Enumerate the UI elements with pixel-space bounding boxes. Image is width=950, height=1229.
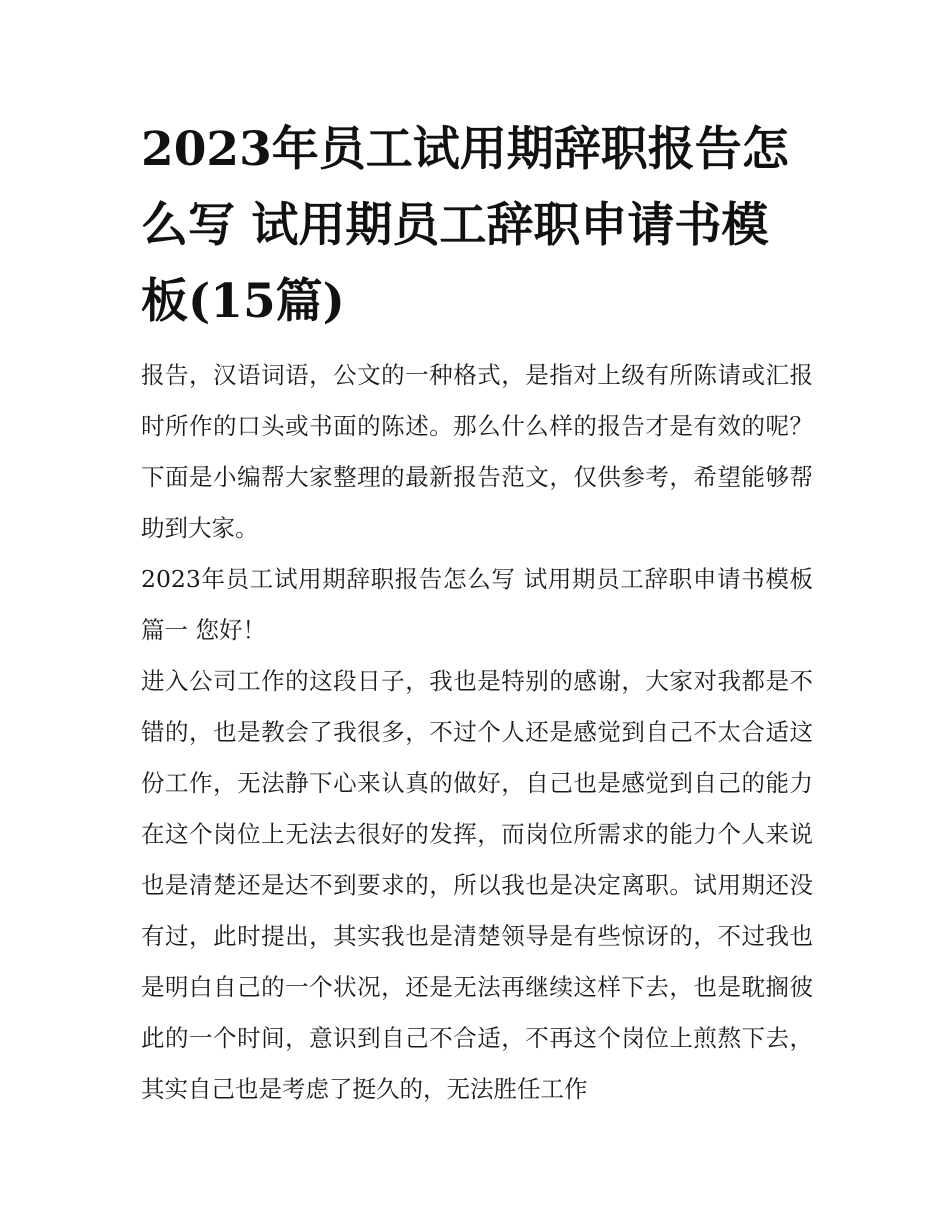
document-page (141, 112, 813, 1115)
section-heading: 2023年员工试用期辞职报告怎么写 试用期员工辞职申请书模板篇一 您好！ (141, 565, 813, 644)
body-paragraph: 进入公司工作的这段日子，我也是特别的感谢，大家对我都是不错的，也是教会了我很多，不过个人还是感觉到自己不太合适这份工作，无法静下心来认真的做好，自己也是感觉到自己的能力在这个岗位上无法去很好的发挥，而岗位所需求的能力个人来说也是清楚还是达不到要求的，所以我也是决定离职。试用期还没有过，此时提出，其实我也是清楚领导是有些惊讶的，不过我也是明白自己的一个状况，还是无法再继续这样下去，也是耽搁彼此的一个时间，意识到自己不合适，不再这个岗位上煎熬下去，其实自己也是考虑了挺久的，无法胜任工作 (141, 667, 813, 1103)
intro-paragraph: 报告，汉语词语，公文的一种格式，是指对上级有所陈请或汇报时所作的口头或书面的陈述。那么什么样的报告才是有效的呢？下面是小编帮大家整理的最新报告范文，仅供参考，希望能够帮助到大家。 (141, 361, 813, 542)
document-title: 2023年员工试用期辞职报告怎么写 试用期员工辞职申请书模板(15篇) (141, 122, 789, 329)
